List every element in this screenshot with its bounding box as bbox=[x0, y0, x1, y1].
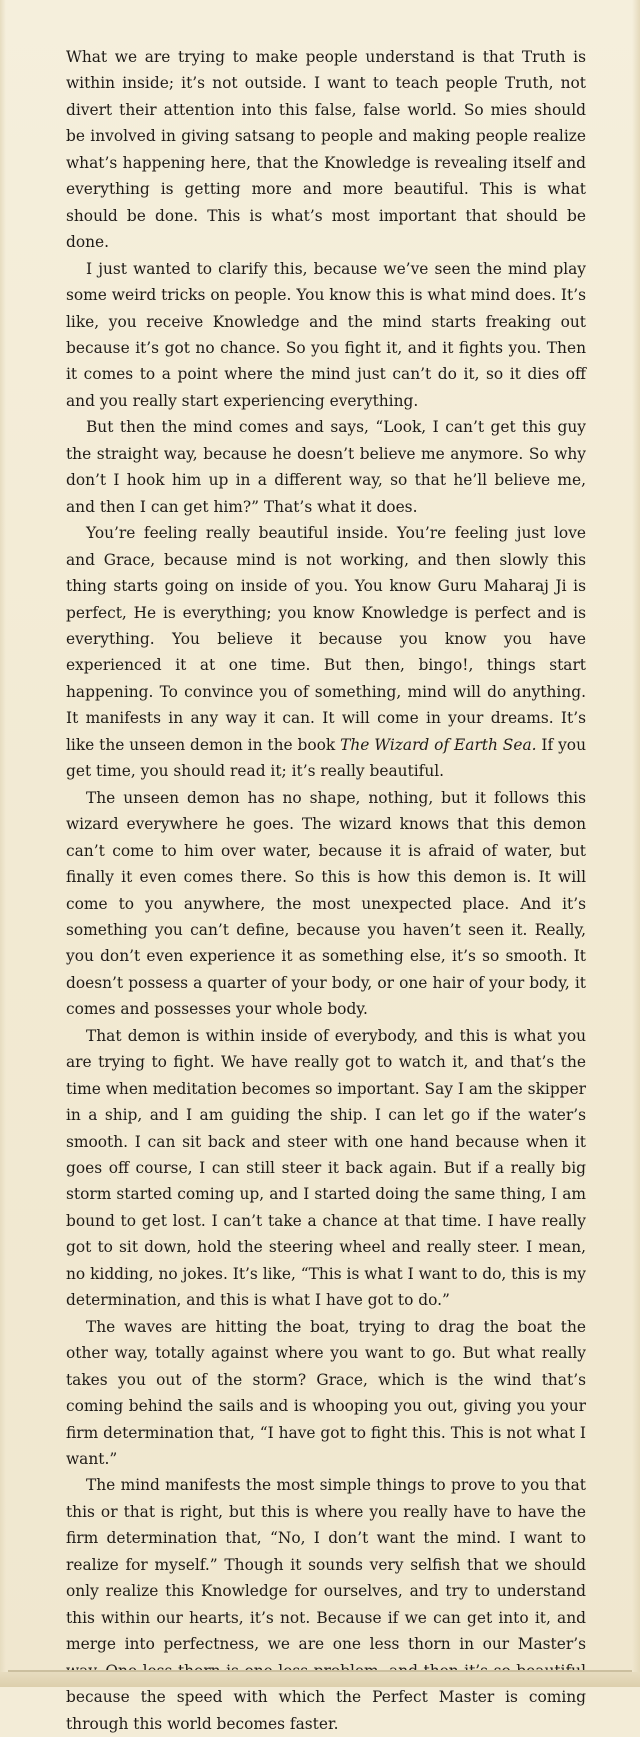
paragraph-4-text-before: You’re feeling really beautiful inside. You’re feeling just love and Grace, because mind is not working, and then slowly this thing starts going on inside of you. You know Guru Maharaj Ji is perfect, He is everything; you know Knowledge is perfect and is everything. You believe it because you know you have experienced it at one time. But then, bingo!, things start happening. To convince you of something, mind will do anything. It manifests in any way it can. It will come in your dreams. It’s like the unseen demon in the book bbox=[66, 524, 586, 754]
article-body bbox=[66, 44, 586, 1737]
paragraph-4 bbox=[66, 520, 586, 785]
paragraph-2: I just wanted to clarify this, because we’ve seen the mind play some weird tricks on people. You know this is what mind does. It’s like, you receive Knowledge and the mind starts freaking out because it’s got no chance. So you fight it, and it fights you. Then it comes to a point where the mind just can’t do it, so it dies off and you really start experiencing everything. bbox=[66, 259, 586, 410]
paragraph-8: The mind manifests the most simple things to prove to you that this or that is right, but this is where you really have to have the firm determination that, “No, I don’t want the mind. I want to realize for myself.” Though it sounds very selfish that we should only realize this Knowledge for ourselves, and try to understand this within our hearts, it’s not. Because if we can get into it, and merge into perfectness, we are one less thorn in our Master’s because the speed with which the Perfect Master is coming through this world becomes faster. bbox=[66, 1476, 586, 1733]
page-bottom-edge bbox=[0, 1672, 640, 1687]
page-left-edge bbox=[0, 0, 6, 1687]
paragraph-6: That demon is within inside of everybody, and this is what you are trying to fight. We have really got to watch it, and that’s the time when meditation becomes so important. Say I am the skipper in a ship, and I am guiding the ship. I can let go if the water’s smooth. I can sit back and steer with one hand because when it goes off course, I can still steer it back again. But if a really big storm started coming up, and I started doing the same thing, I am bound to get lost. I can’t take a chance at that time. I have really got to sit down, hold the steering wheel and really steer. I mean, no kidding, no jokes. It’s like, “This is what I want to do, this is my determination, and this is what I have got to do.” bbox=[66, 1026, 586, 1310]
paragraph-1: What we are trying to make people understand is that Truth is within inside; it’s not outside. I want to teach people Truth, not divert their attention into this false, false world. So mies should be involved in giving satsang to people and making people realize what’s happening here, that the Knowledge is revealing itself and everything is getting more and more beautiful. This is what should be done. This is what’s most important that should be done. bbox=[66, 48, 586, 252]
paragraph-5: The unseen demon has no shape, nothing, but it follows this wizard everywhere he goes. The wizard knows that this demon can’t come to him over water, because it is afraid of water, but finally it even comes there. So this is how this demon is. It will come to you anywhere, the most unexpected place. And it’s something you can’t define, because you haven’t seen it. Really, you don’t even experience it as something else, it’s so smooth. It doesn’t possess a quarter of your body, or one hair of your body, it comes and possesses your whole body. bbox=[66, 788, 586, 1019]
paragraph-4-text-after: If you get time, you should read it; it’s really beautiful. bbox=[66, 735, 586, 781]
paragraph-7: The waves are hitting the boat, trying to drag the boat the other way, totally against where you want to go. But what really takes you out of the storm? Grace, which is the wind that’s coming behind the sails and is whooping you out, giving you your firm determination that, “I have got to fight this. This is not what I want.” bbox=[66, 1317, 586, 1469]
paragraph-3: But then the mind comes and says, “Look, I can’t get this guy the straight way, because he doesn’t believe me anymore. So why don’t I hook him up in a different way, so that he’ll believe me, and then I can get him?” That’s what it does. bbox=[66, 418, 586, 516]
book-title: The Wizard of Earth Sea. bbox=[340, 735, 537, 754]
page-right-edge bbox=[632, 0, 640, 1687]
